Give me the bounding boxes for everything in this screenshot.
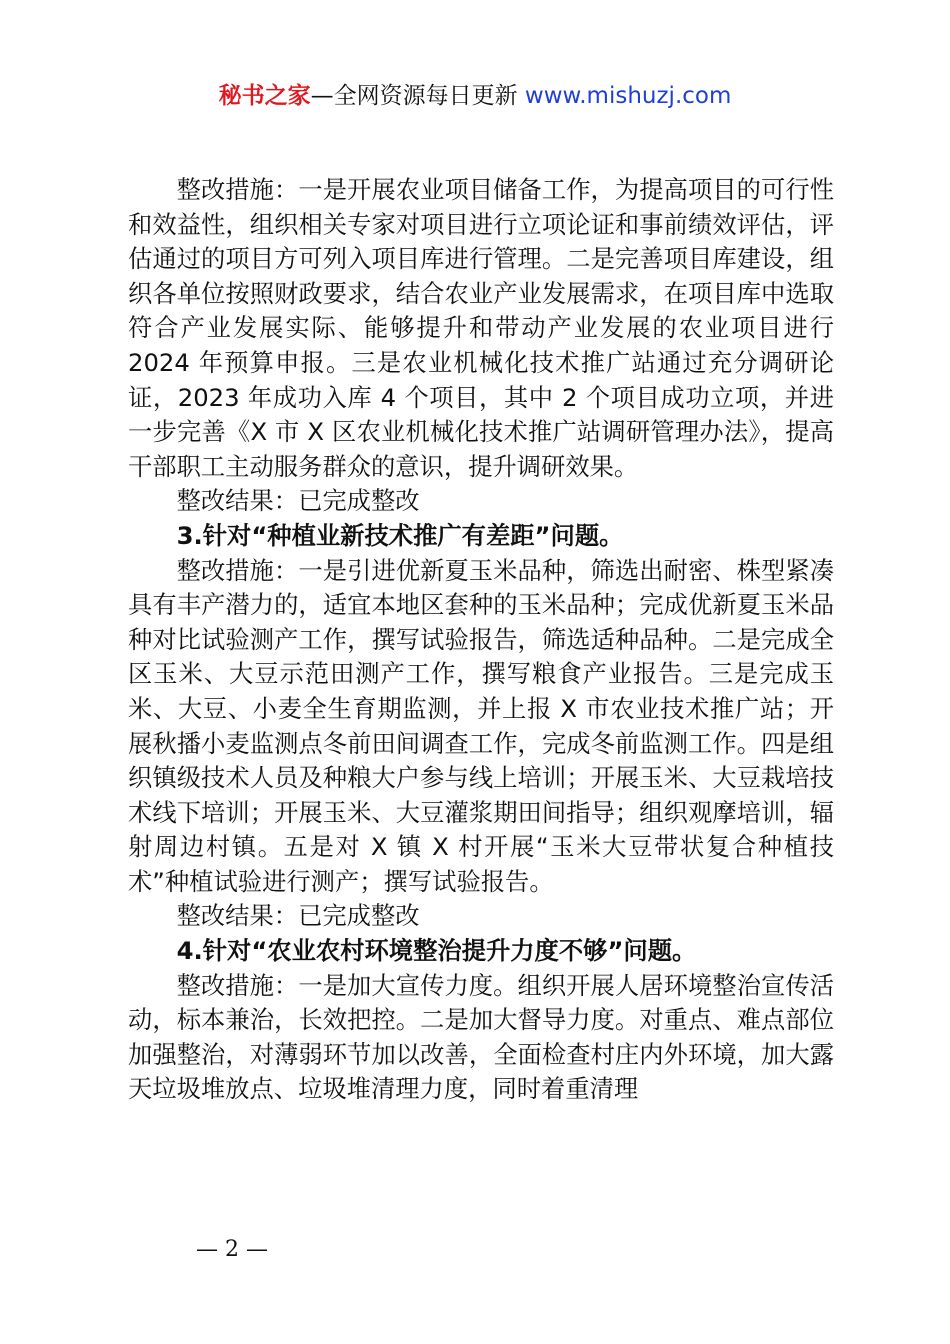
section-heading: 3.针对“种植业新技术推广有差距”问题。 xyxy=(176,520,624,550)
paragraph-result: 整改结果：已完成整改 xyxy=(176,901,420,931)
site-brand: 秘书之家 xyxy=(218,83,311,109)
paragraph-measures: 整改措施：一是引进优新夏玉米品种，筛选出耐密、株型紧凑具有丰产潜力的，适宜本地区套种的玉米品种；完成优新夏玉米品种对比试验测产工作，撰写试验报告，筛选适种品种。二是完成全区玉米、大豆示范田测产工作，撰写粮食产业报告。三是完成玉米、大豆、小麦全生育期监测，并上报 X 市农业技术推广站；开展秋播小麦监测点冬前田间调查工作，完成冬前监测工作。四是组织镇级技术人员及种粮大户参与线上培训；开展玉米、大豆栽培技术线下培训；开展玉米、大豆灌浆期田间指导；组织观摩培训，辐射周边村镇。五是对 X 镇 X 村开展“玉米大豆带状复合种植技术”种植试验进行测产；撰写试验报告。 xyxy=(128,555,834,896)
document-body xyxy=(128,173,834,1107)
paragraph-measures: 整改措施：一是加大宣传力度。组织开展人居环境整治宣传活动，标本兼治，长效把控。二是加大督导力度。对重点、难点部位加强整治，对薄弱环节加以改善，全面检查村庄内外环境，加大露天垃圾堆放点、垃圾堆清理力度，同时着重清理 xyxy=(128,970,834,1104)
paragraph-measures: 整改措施：一是开展农业项目储备工作，为提高项目的可行性和效益性，组织相关专家对项目进行立项论证和事前绩效评估，评估通过的项目方可列入项目库进行管理。二是完善项目库建设，组织各单位按照财政要求，结合农业产业发展需求，在项目库中选取符合产业发展实际、能够提升和带动产业发展的农业项目进行 2024 年预算申报。三是农业机械化技术推广站通过充分调研论证，2023 年成功入库 4 个项目，其中 2 个项目成功立项，并进一步完善《X 市 X 区农业机械化技术推广站调研管理办法》，提高干部职工主动服务群众的意识，提升调研效果。 xyxy=(128,175,834,481)
section-heading: 4.针对“农业农村环境整治提升力度不够”问题。 xyxy=(176,936,697,966)
site-url[interactable]: www.mishuzj.com xyxy=(524,83,732,109)
site-header xyxy=(0,80,950,112)
page-number: — 2 — xyxy=(196,1237,268,1262)
site-slogan: —全网资源每日更新 xyxy=(310,83,518,109)
paragraph-result: 整改结果：已完成整改 xyxy=(176,486,420,516)
